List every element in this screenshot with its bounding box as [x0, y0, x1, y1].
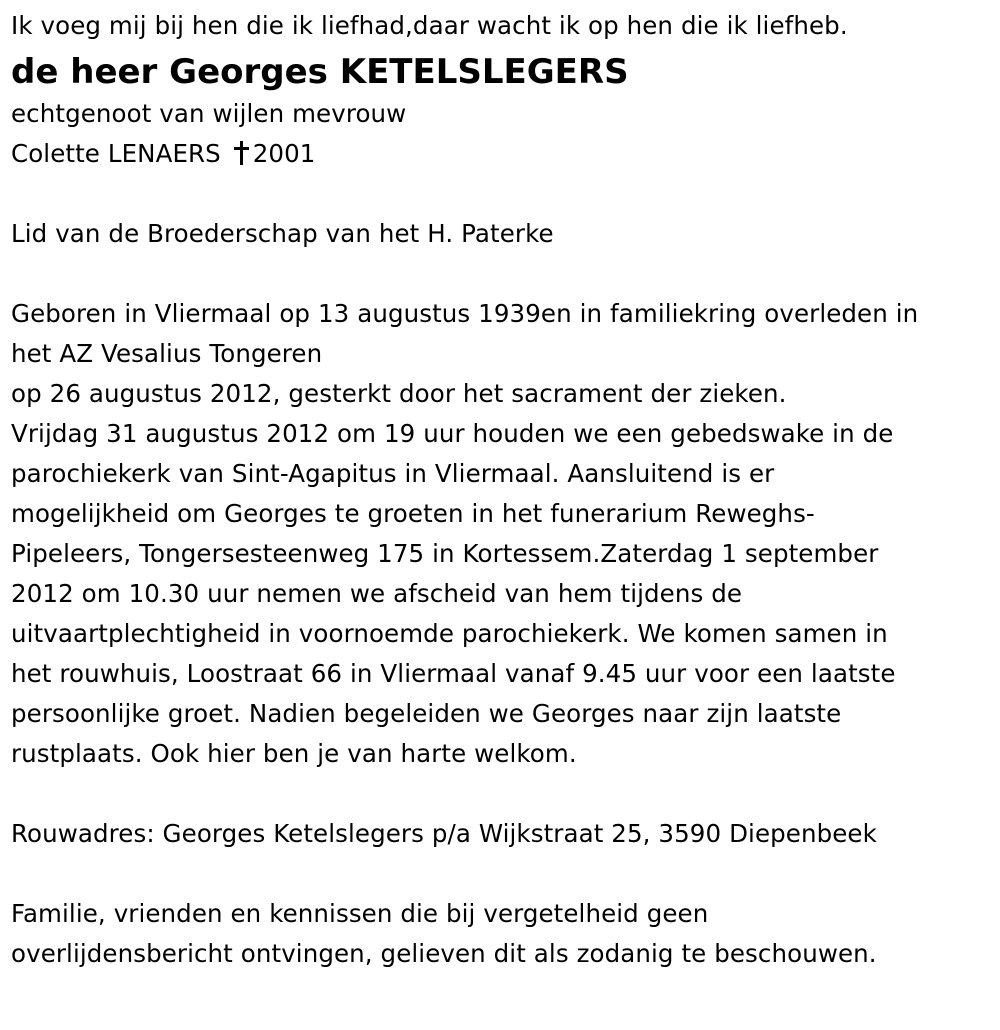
body-line: uitvaartplechtigheid in voornoemde parochiekerk. We komen samen in	[11, 619, 888, 648]
spacer	[11, 174, 986, 214]
body-line: het rouwhuis, Loostraat 66 in Vliermaal vanaf 9.45 uur voor een laatste	[11, 659, 896, 688]
closing-line: overlijdensbericht ontvingen, gelieven dit als zodanig te beschouwen.	[11, 939, 877, 968]
closing-line: Familie, vrienden en kennissen die bij vergetelheid geen	[11, 899, 709, 928]
spacer	[11, 774, 986, 814]
body-line: Vrijdag 31 augustus 2012 om 19 uur houden we een gebedswake in de	[11, 419, 894, 448]
closing-text	[11, 894, 986, 974]
spouse-name-line	[11, 134, 986, 174]
spacer	[11, 854, 986, 894]
spacer	[11, 254, 986, 294]
body-line: op 26 augustus 2012, gesterkt door het sacrament der zieken.	[11, 379, 787, 408]
spouse-line: echtgenoot van wijlen mevrouw	[11, 99, 407, 128]
cross-icon	[233, 141, 249, 165]
spouse-death-year: 2001	[252, 139, 316, 168]
body-line: het AZ Vesalius Tongeren	[11, 339, 323, 368]
spouse-name: Colette LENAERS	[11, 139, 221, 168]
body-line: Pipeleers, Tongersesteenweg 175 in Kortessem.Zaterdag 1 september	[11, 539, 879, 568]
body-line: mogelijkheid om Georges te groeten in het funerarium Reweghs-	[11, 499, 815, 528]
body-line: 2012 om 10.30 uur nemen we afscheid van hem tijdens de	[11, 579, 743, 608]
body-line: parochiekerk van Sint-Agapitus in Vliermaal. Aansluitend is er	[11, 459, 775, 488]
membership: Lid van de Broederschap van het H. Paterke	[11, 219, 554, 248]
body-text	[11, 294, 986, 774]
mourning-address: Rouwadres: Georges Ketelslegers p/a Wijkstraat 25, 3590 Diepenbeek	[11, 819, 877, 848]
body-line: persoonlijke groet. Nadien begeleiden we Georges naar zijn laatste	[11, 699, 842, 728]
deceased-name: de heer Georges KETELSLEGERS	[11, 52, 629, 92]
obituary-document	[11, 6, 986, 974]
body-line: Geboren in Vliermaal op 13 augustus 1939en in familiekring overleden in	[11, 299, 919, 328]
body-line: rustplaats. Ook hier ben je van harte welkom.	[11, 739, 577, 768]
motto: Ik voeg mij bij hen die ik liefhad,daar wacht ik op hen die ik liefheb.	[11, 11, 848, 40]
